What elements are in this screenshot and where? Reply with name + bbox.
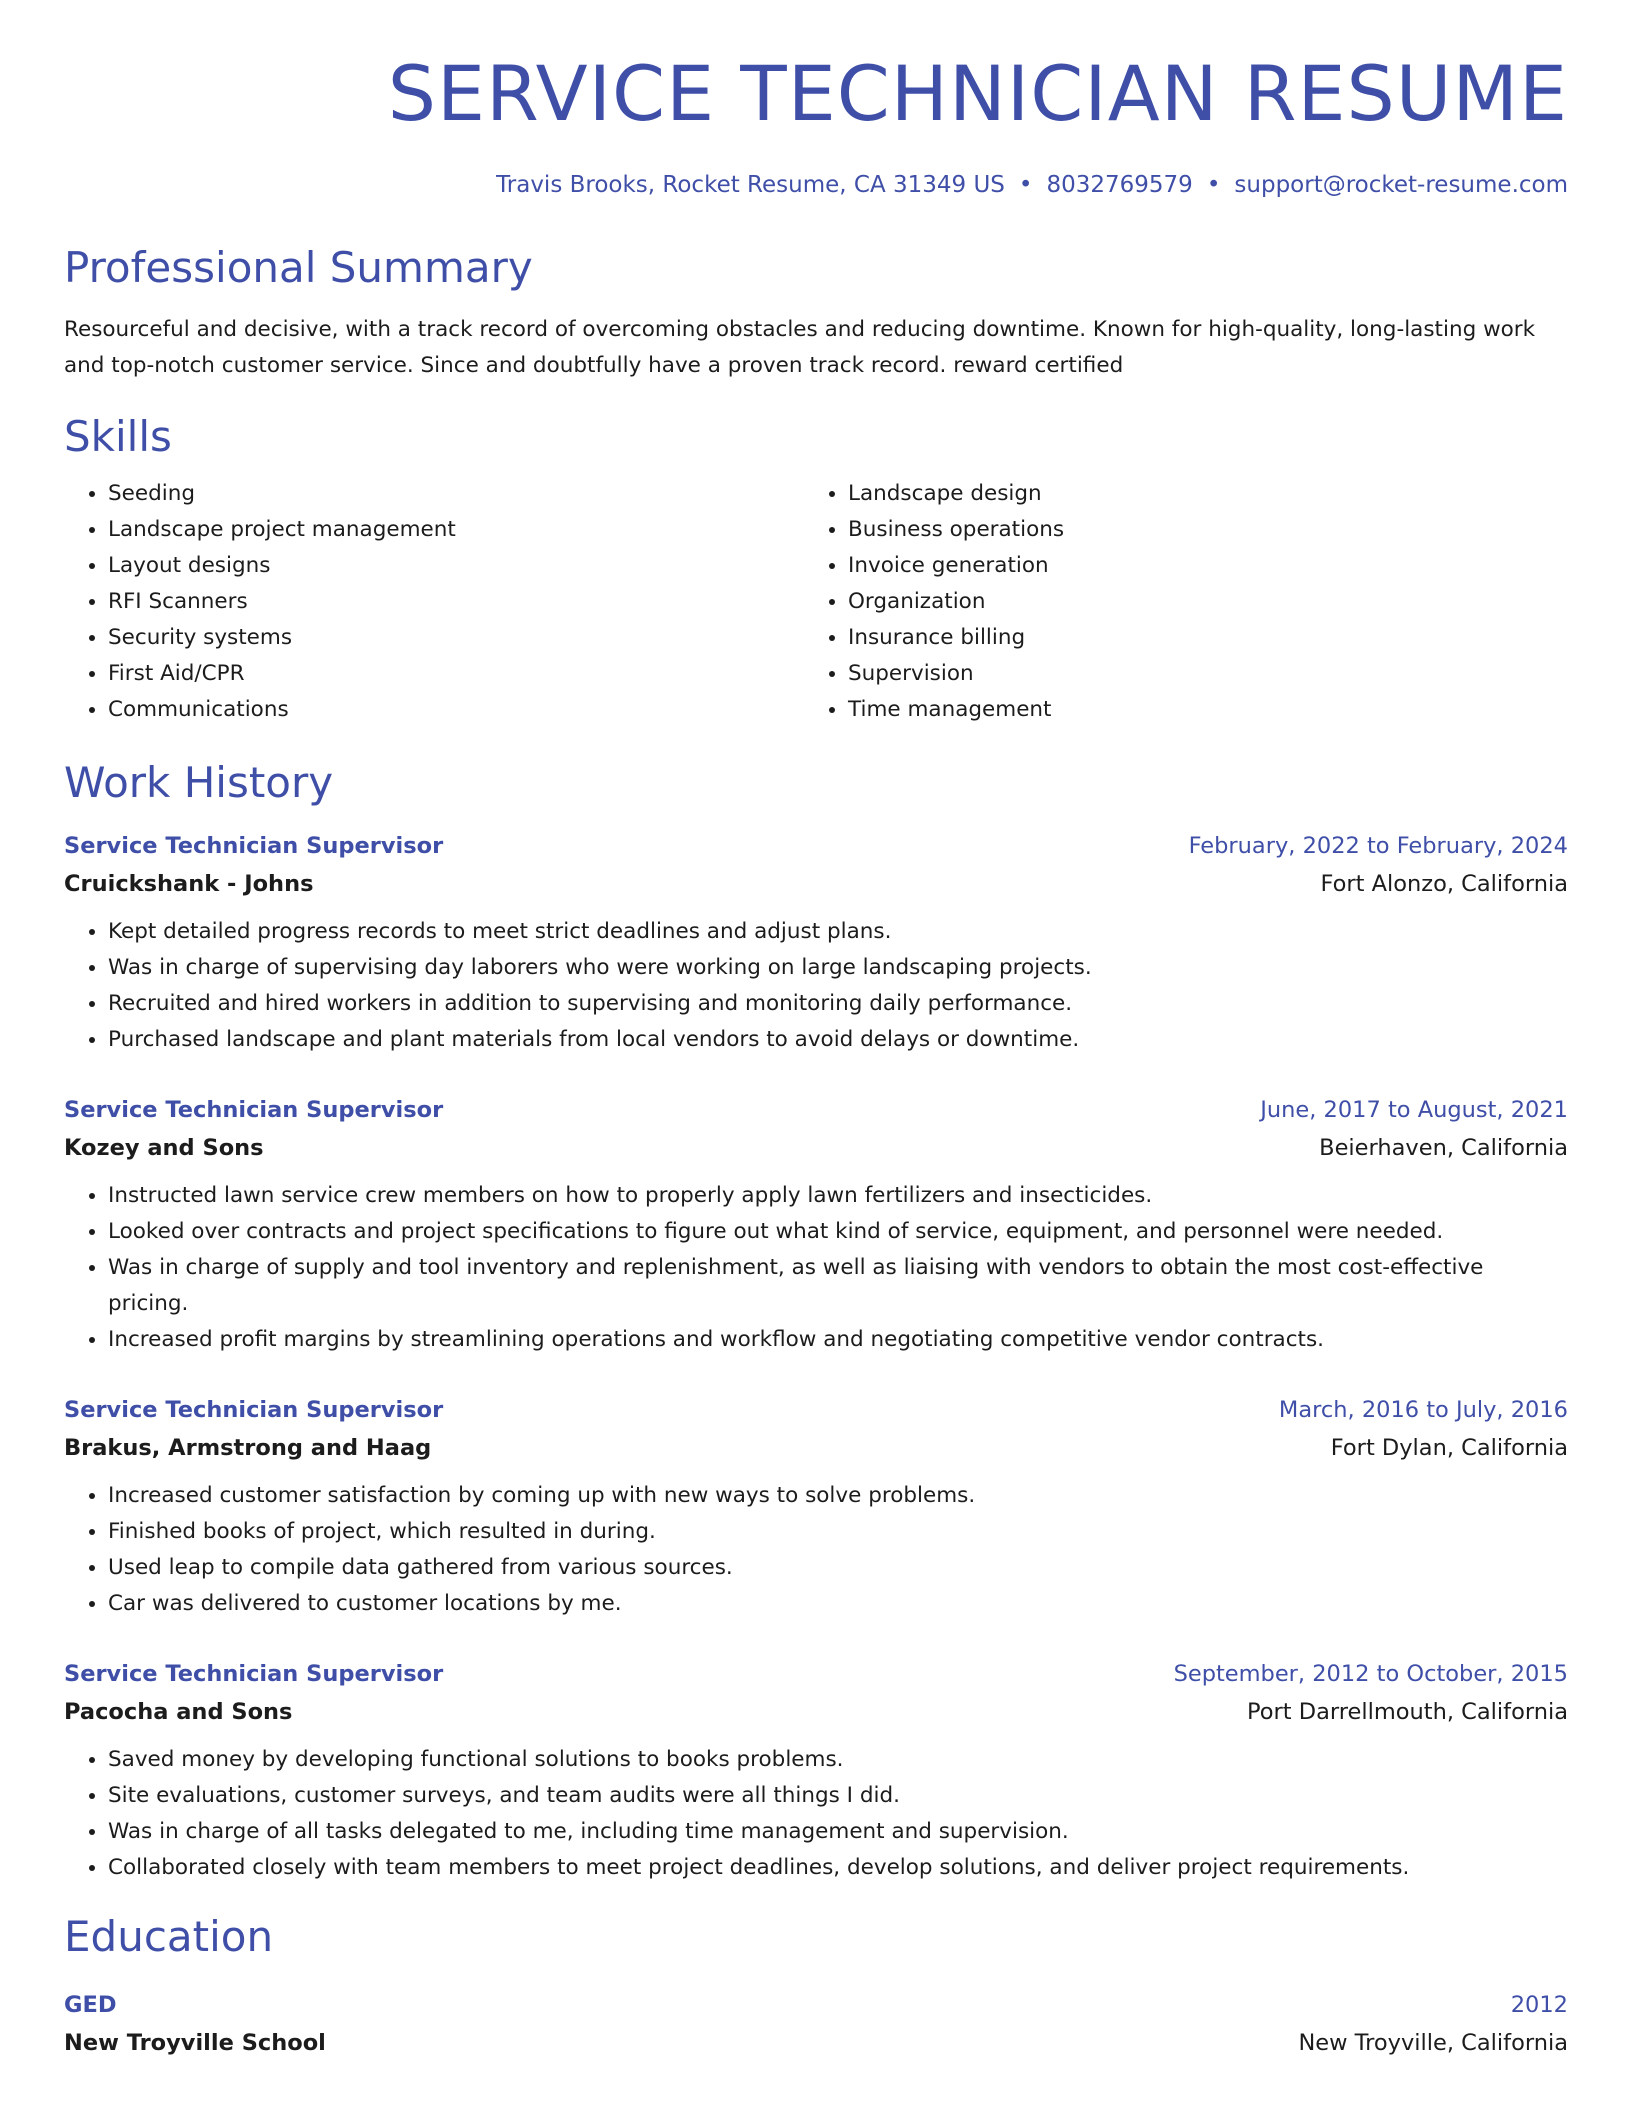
skill-item: • Supervision xyxy=(848,656,1544,692)
job-bullets xyxy=(64,914,1568,1058)
job-entry xyxy=(64,828,1568,1058)
skill-item: • Communications xyxy=(108,692,804,728)
job-entry xyxy=(64,1656,1568,1886)
job-bullet: • Site evaluations, customer surveys, and team audits were all things I did. xyxy=(108,1778,1568,1814)
skill-item: • Landscape project management xyxy=(108,512,804,548)
contact-separator: • xyxy=(1018,171,1033,198)
job-bullet: • Was in charge of supply and tool inventory and replenishment, as well as liaising with vendors to obtain the most cost-effective pricing. xyxy=(108,1250,1568,1322)
job-company: Pacocha and Sons xyxy=(64,1699,293,1726)
job-bullet: • Car was delivered to customer locations by me. xyxy=(108,1586,1568,1622)
resume-title: SERVICE TECHNICIAN RESUME xyxy=(387,49,1568,138)
job-title: Service Technician Supervisor xyxy=(64,1397,444,1424)
skills-heading: Skills xyxy=(64,411,172,461)
job-entry xyxy=(64,1392,1568,1622)
job-bullet: • Collaborated closely with team members to meet project deadlines, develop solutions, and deliver project requirements. xyxy=(108,1850,1568,1886)
job-bullet: • Was in charge of all tasks delegated to me, including time management and supervision. xyxy=(108,1814,1568,1850)
job-bullet: • Recruited and hired workers in addition to supervising and monitoring daily performance. xyxy=(108,986,1568,1022)
skills-column-left xyxy=(64,476,804,728)
contact-phone: 8032769579 xyxy=(1046,171,1193,198)
skill-item: • Seeding xyxy=(108,476,804,512)
job-company: Cruickshank - Johns xyxy=(64,871,314,898)
skill-item: • Business operations xyxy=(848,512,1544,548)
skill-item: • Time management xyxy=(848,692,1544,728)
skills-column-right xyxy=(804,476,1544,728)
job-bullet: • Kept detailed progress records to meet strict deadlines and adjust plans. xyxy=(108,914,1568,950)
education-location: New Troyville, California xyxy=(1298,2029,1568,2056)
skill-item: • RFI Scanners xyxy=(108,584,804,620)
job-location: Port Darrellmouth, California xyxy=(1247,1699,1568,1726)
job-company: Kozey and Sons xyxy=(64,1135,264,1162)
job-company: Brakus, Armstrong and Haag xyxy=(64,1435,432,1462)
job-bullet: • Looked over contracts and project specifications to figure out what kind of service, equipment, and personnel were needed. xyxy=(108,1214,1568,1250)
job-bullets xyxy=(64,1178,1568,1358)
job-bullet: • Finished books of project, which resulted in during. xyxy=(108,1514,1568,1550)
education-degree: GED xyxy=(64,1991,117,2018)
skills-list xyxy=(64,476,1568,728)
skill-item: • Organization xyxy=(848,584,1544,620)
job-dates: June, 2017 to August, 2021 xyxy=(1260,1097,1568,1124)
contact-email: support@rocket-resume.com xyxy=(1234,171,1568,198)
skill-item: • Landscape design xyxy=(848,476,1544,512)
job-bullet: • Increased customer satisfaction by coming up with new ways to solve problems. xyxy=(108,1478,1568,1514)
job-location: Beierhaven, California xyxy=(1319,1135,1568,1162)
job-dates: February, 2022 to February, 2024 xyxy=(1188,833,1568,860)
job-bullet: • Instructed lawn service crew members on how to properly apply lawn fertilizers and insecticides. xyxy=(108,1178,1568,1214)
contact-separator: • xyxy=(1206,171,1221,198)
education-school: New Troyville School xyxy=(64,2029,326,2056)
job-bullets xyxy=(64,1742,1568,1886)
job-location: Fort Dylan, California xyxy=(1330,1435,1568,1462)
education-entry xyxy=(64,1987,1568,2063)
job-dates: September, 2012 to October, 2015 xyxy=(1173,1661,1568,1688)
job-title: Service Technician Supervisor xyxy=(64,833,444,860)
job-title: Service Technician Supervisor xyxy=(64,1661,444,1688)
job-bullet: • Purchased landscape and plant materials from local vendors to avoid delays or downtime. xyxy=(108,1022,1568,1058)
job-bullet: • Increased profit margins by streamlining operations and workflow and negotiating competitive vendor contracts. xyxy=(108,1322,1568,1358)
skill-item: • Layout designs xyxy=(108,548,804,584)
education-year: 2012 xyxy=(1510,1991,1568,2018)
contact-line xyxy=(64,172,1568,200)
job-title: Service Technician Supervisor xyxy=(64,1097,444,1124)
skill-item: • Invoice generation xyxy=(848,548,1544,584)
job-entry xyxy=(64,1092,1568,1358)
job-bullet: • Was in charge of supervising day laborers who were working on large landscaping projects. xyxy=(108,950,1568,986)
job-bullet: • Used leap to compile data gathered from various sources. xyxy=(108,1550,1568,1586)
job-bullets xyxy=(64,1478,1568,1622)
skill-item: • First Aid/CPR xyxy=(108,656,804,692)
skill-item: • Insurance billing xyxy=(848,620,1544,656)
summary-heading: Professional Summary xyxy=(64,243,533,293)
skill-item: • Security systems xyxy=(108,620,804,656)
contact-address: Travis Brooks, Rocket Resume, CA 31349 US xyxy=(496,171,1005,198)
education-heading: Education xyxy=(64,1912,274,1962)
job-dates: March, 2016 to July, 2016 xyxy=(1278,1397,1568,1424)
job-bullet: • Saved money by developing functional solutions to books problems. xyxy=(108,1742,1568,1778)
summary-text: Resourceful and decisive, with a track record of overcoming obstacles and reducing downtime. Known for high-quality, long-lasting work and top-notch customer service. Since and doubtfully have a proven track record. reward certified xyxy=(64,316,1536,378)
resume-page xyxy=(64,0,1568,2063)
work-history-heading: Work History xyxy=(64,757,334,807)
job-location: Fort Alonzo, California xyxy=(1320,871,1568,898)
